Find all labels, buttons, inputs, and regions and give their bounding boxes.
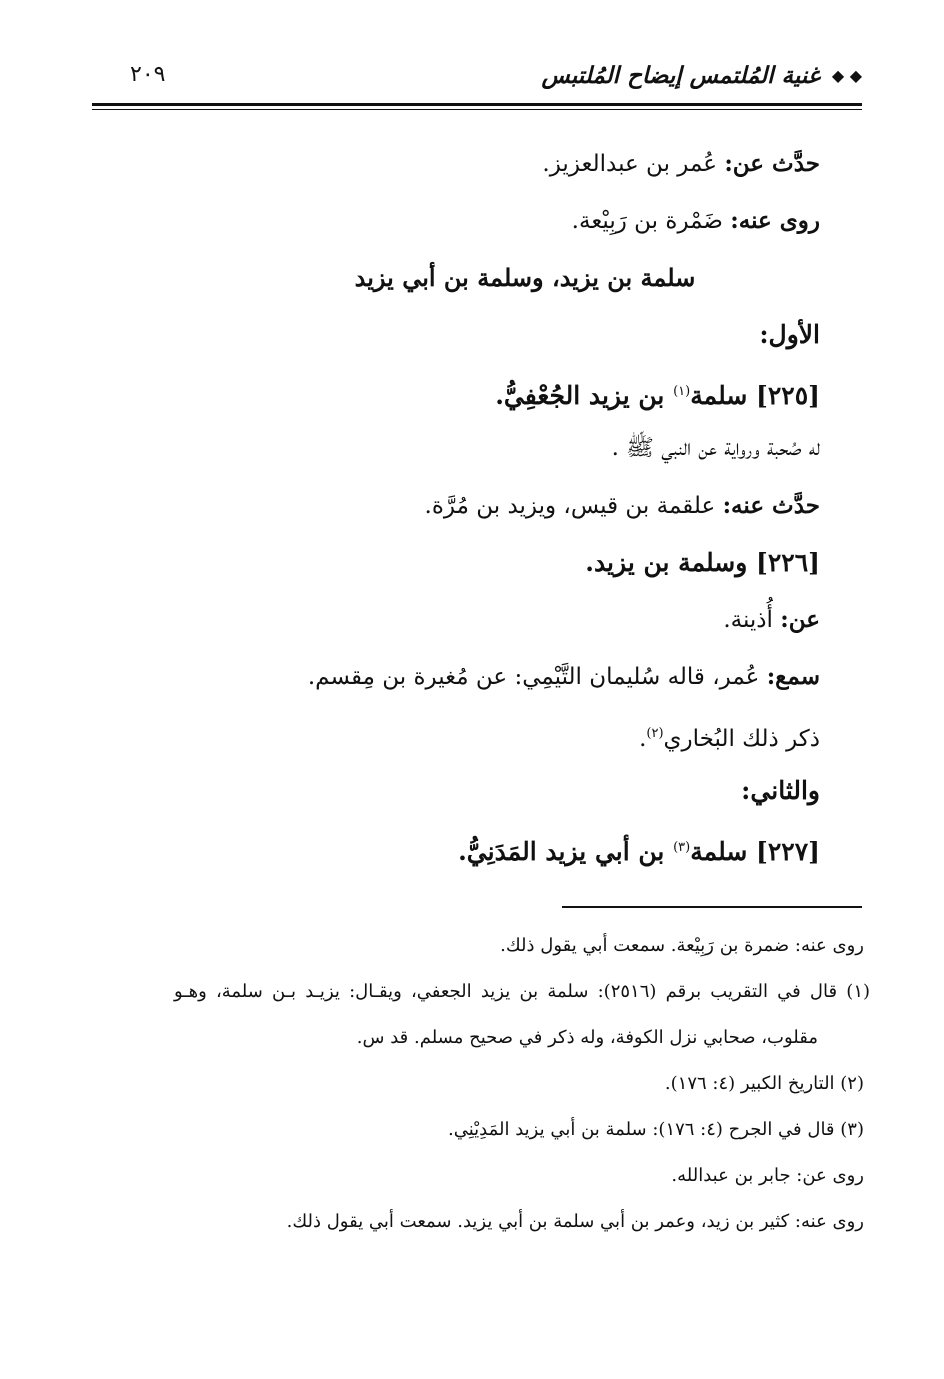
companion-note-line: له صُحبة ورواية عن النبي ﷺ .	[611, 435, 820, 461]
footnote-2: (٢) التاريخ الكبير (٤: ١٧٦).	[664, 1073, 864, 1094]
narrated-by-line	[100, 192, 820, 249]
footnote-3: (٣) قال في الجرح (٤: ١٧٦): سلمة بن أبي يزيد المَدِيْنِي.	[448, 1119, 864, 1140]
header-rule-thick	[92, 103, 862, 106]
line-label: روى عنه:	[730, 207, 820, 234]
line-text: أُذينة.	[723, 607, 781, 633]
line-label: حدَّث عنه:	[722, 492, 820, 519]
running-header-title	[542, 62, 862, 89]
page-number: ٢٠٩	[130, 62, 166, 87]
header-rule-thin	[92, 109, 862, 110]
line-pre: ذكر ذلك البُخاري	[663, 726, 820, 752]
entry-post: بن يزيد الجُعْفِيُّ.	[495, 381, 674, 410]
footnote-1-continued: مقلوب، صحابي نزل الكوفة، وله ذكر في صحيح مسلم. قد س.	[356, 1027, 818, 1048]
entry-225	[100, 363, 820, 420]
line-label: سمع:	[766, 663, 820, 690]
line-post: .	[639, 726, 647, 752]
heard-line	[100, 648, 820, 705]
narrated-from-line	[100, 135, 820, 192]
footnote-3-narrated-from: روى عن: جابر بن عبدالله.	[671, 1165, 864, 1186]
narrated-from-him-line	[100, 477, 820, 534]
line-text: علقمة بن قيس، ويزيد بن مُرَّة.	[424, 493, 723, 519]
line-text: عُمر بن عبدالعزيز.	[542, 151, 725, 177]
footnote-continuation: روى عنه: ضمرة بن رَبِيْعة. سمعت أبي يقول ذلك.	[500, 935, 864, 956]
diamond-ornament-icon: ◆ ◆	[831, 66, 862, 85]
line-label: عن:	[780, 606, 820, 633]
entry-226: [٢٢٦] وسلمة بن يزيد.	[585, 548, 820, 577]
footnotes	[174, 928, 871, 1250]
entry-pre: [٢٢٧] سلمة	[690, 837, 820, 866]
footnote-marker: (٣)	[673, 840, 691, 855]
main-text	[100, 135, 820, 876]
entry-post: بن أبي يزيد المَدَنِيُّ.	[458, 837, 674, 866]
line-text: عُمر، قاله سُليمان التَّيْمِي: عن مُغيرة بن مِقسم.	[307, 664, 767, 690]
subheading-second: والثاني:	[741, 776, 820, 805]
running-header	[92, 62, 862, 104]
line-text: ضَمْرة بن رَبِيْعة.	[571, 208, 731, 234]
book-title: غنية المُلتمس إيضاح المُلتبس	[541, 62, 820, 89]
footnote-marker: (٢)	[646, 726, 664, 741]
from-line	[100, 591, 820, 648]
footnote-separator	[562, 906, 862, 908]
footnote-1: (١) قال في التقريب برقم (٢٥١٦): سلمة بن يزيد الجعفي، ويقـال: يزيـد بـن سلمة، وهـو	[174, 981, 871, 1002]
footnote-marker: (١)	[673, 384, 691, 399]
entry-227	[100, 819, 820, 876]
bukhari-mention-line	[100, 705, 820, 762]
subheading-first: الأول:	[759, 320, 820, 349]
entry-pre: [٢٢٥] سلمة	[690, 381, 820, 410]
section-heading: سلمة بن يزيد، وسلمة بن أبي يزيد	[354, 263, 696, 292]
line-label: حدَّث عن:	[724, 150, 820, 177]
footnote-3-narrated-by: روى عنه: كثير بن زيد، وعمر بن أبي سلمة بن أبي يزيد. سمعت أبي يقول ذلك.	[286, 1211, 864, 1232]
